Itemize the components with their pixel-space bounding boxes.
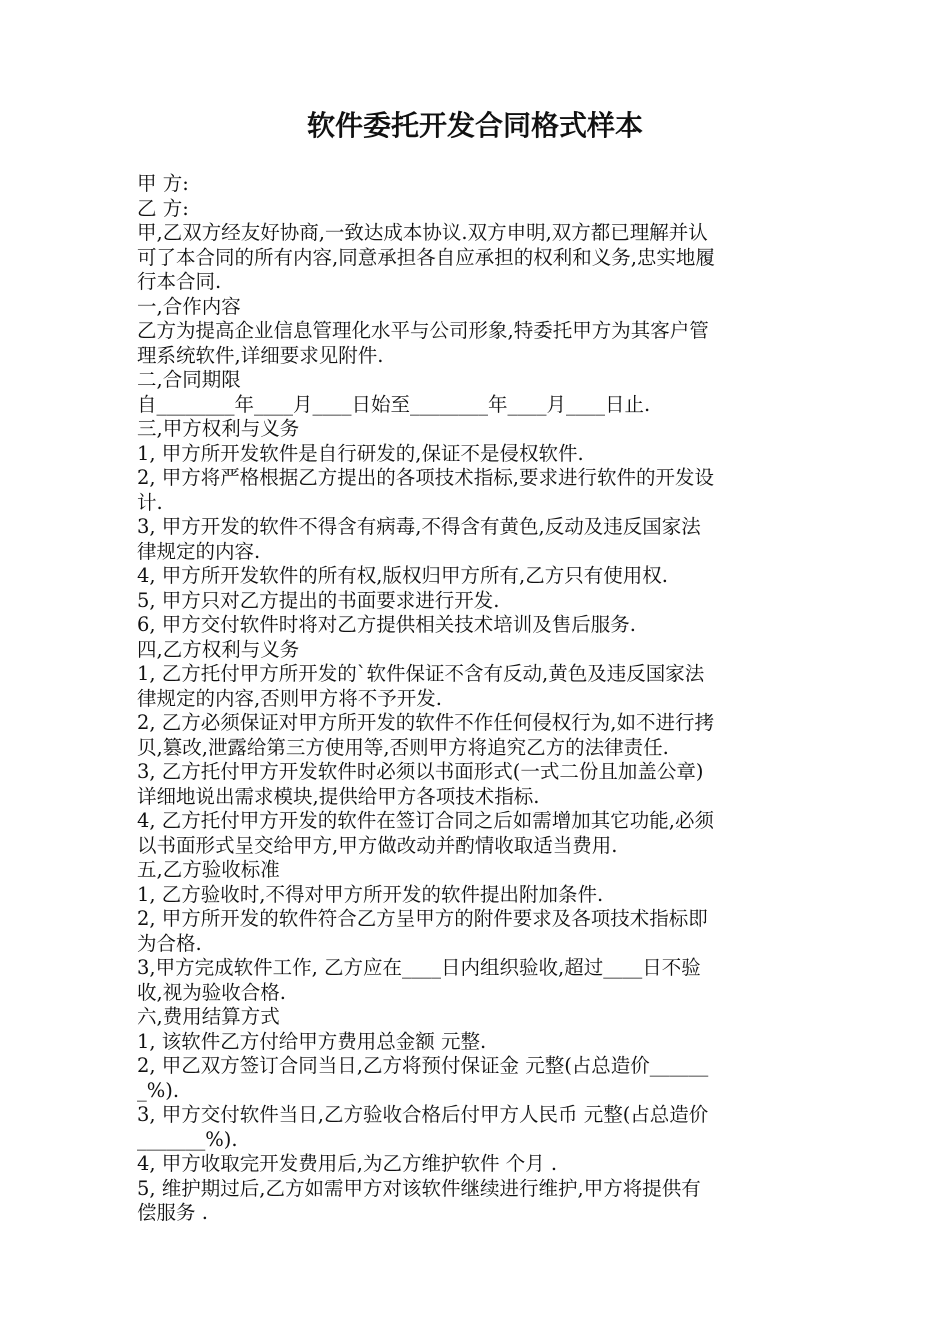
text-line: 乙 方: xyxy=(137,196,189,220)
text-line: 理系统软件,详细要求见附件. xyxy=(137,343,384,367)
text-line: 5, 甲方只对乙方提出的书面要求进行开发. xyxy=(137,588,500,612)
text-line: 3, 乙方托付甲方开发软件时必须以书面形式(一式二份且加盖公章) xyxy=(137,760,704,783)
text-line: 2, 甲方所开发的软件符合乙方呈甲方的附件要求及各项技术指标即 xyxy=(137,907,708,930)
text-line: 以书面形式呈交给甲方,甲方做改动并酌情收取适当费用. xyxy=(137,833,618,857)
text-line: 乙方为提高企业信息管理化水平与公司形象,特委托甲方为其客户管 xyxy=(137,319,709,342)
text-line: 甲,乙双方经友好协商,一致达成本协议.双方申明,双方都已理解并认 xyxy=(137,221,708,244)
text-line: 为合格. xyxy=(137,931,202,955)
text-line: 律规定的内容. xyxy=(137,539,261,563)
text-line: 偿服务 . xyxy=(137,1201,208,1224)
text-line: 4, 甲方收取完开发费用后,为乙方维护软件 个月 . xyxy=(137,1152,558,1175)
text-line: 二,合同期限 xyxy=(137,368,241,391)
document-body xyxy=(137,172,817,1226)
text-line: 3, 甲方开发的软件不得含有病毒,不得含有黄色,反动及违反国家法 xyxy=(137,515,701,538)
text-line: 计. xyxy=(137,490,163,514)
text-line: 三,甲方权利与义务 xyxy=(137,417,300,440)
text-line: 4, 甲方所开发软件的所有权,版权归甲方所有,乙方只有使用权. xyxy=(137,564,668,587)
text-line: 1, 甲方所开发软件是自行研发的,保证不是侵权软件. xyxy=(137,441,584,465)
text-line: 6, 甲方交付软件时将对乙方提供相关技术培训及售后服务. xyxy=(137,613,637,636)
text-line: 一,合作内容 xyxy=(137,294,241,318)
text-line: 2, 甲乙双方签订合同当日,乙方将预付保证金 元整(占总造价______ xyxy=(137,1054,709,1077)
text-line: 3,甲方完成软件工作, 乙方应在____日内组织验收,超过____日不验 xyxy=(137,956,701,979)
text-line: 1, 乙方验收时,不得对甲方所开发的软件提出附加条件. xyxy=(137,882,604,906)
text-line: 1, 乙方托付甲方所开发的`软件保证不含有反动,黄色及违反国家法 xyxy=(137,662,705,685)
document-title: 软件委托开发合同格式样本 xyxy=(306,109,643,142)
text-line: _______%). xyxy=(137,1127,238,1151)
text-line: 可了本合同的所有内容,同意承担各自应承担的权利和义务,忠实地履 xyxy=(137,245,715,269)
text-line: 六,费用结算方式 xyxy=(137,1005,280,1028)
text-line: 3, 甲方交付软件当日,乙方验收合格后付甲方人民币 元整(占总造价 xyxy=(137,1103,709,1126)
text-line: 收,视为验收合格. xyxy=(137,980,286,1004)
text-line: 4, 乙方托付甲方开发的软件在签订合同之后如需增加其它功能,必须 xyxy=(137,809,715,832)
text-line: 律规定的内容,否则甲方将不予开发. xyxy=(137,686,442,710)
text-line: 2, 甲方将严格根据乙方提出的各项技术指标,要求进行软件的开发设 xyxy=(137,466,715,489)
text-line: 五,乙方验收标准 xyxy=(137,858,280,881)
text-line: _%). xyxy=(137,1078,180,1102)
text-line: 5, 维护期过后,乙方如需甲方对该软件继续进行维护,甲方将提供有 xyxy=(137,1176,701,1200)
text-line: 四,乙方权利与义务 xyxy=(137,637,300,661)
text-line: 详细地说出需求模块,提供给甲方各项技术指标. xyxy=(137,784,540,808)
text-line: 2, 乙方必须保证对甲方所开发的软件不作任何侵权行为,如不进行拷 xyxy=(137,711,715,734)
text-line: 贝,篡改,泄露给第三方使用等,否则甲方将追究乙方的法律责任. xyxy=(137,735,669,759)
text-line: 行本合同. xyxy=(137,270,222,293)
text-line: 自________年____月____日始至________年____月____日止. xyxy=(137,392,651,416)
text-line: 1, 该软件乙方付给甲方费用总金额 元整. xyxy=(137,1029,487,1053)
text-line: 甲 方: xyxy=(137,172,189,195)
